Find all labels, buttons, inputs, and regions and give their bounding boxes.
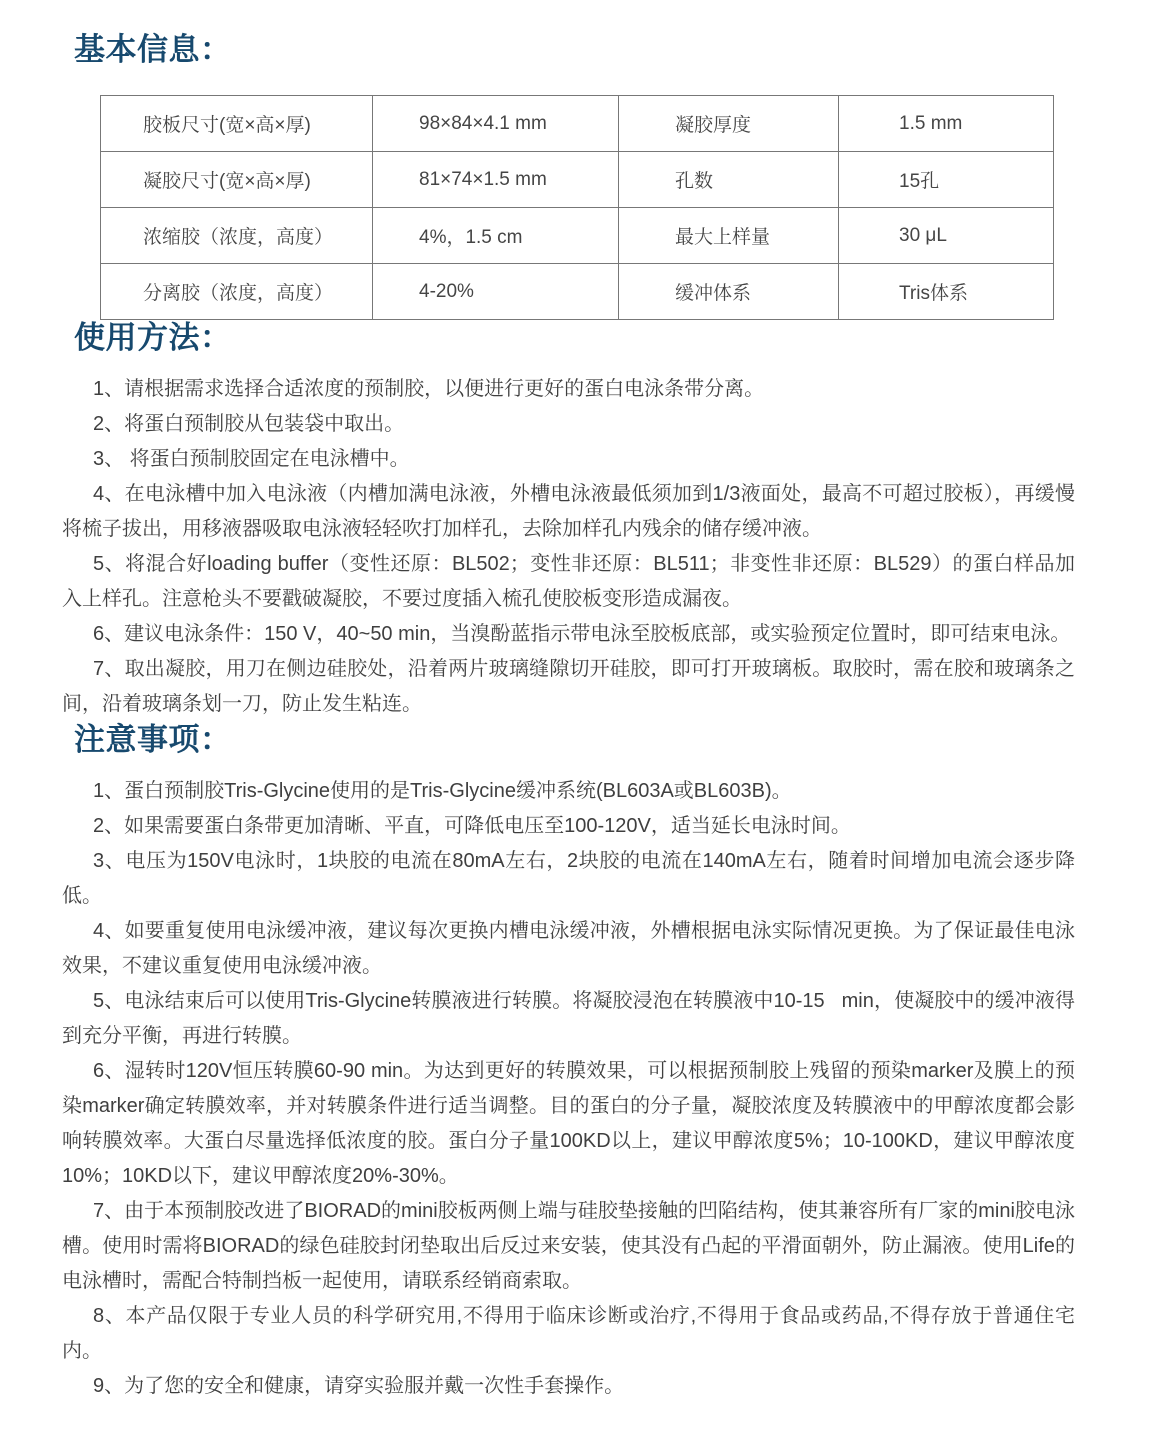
spec-value: 81×74×1.5 mm <box>373 152 619 208</box>
spec-label: 孔数 <box>619 152 839 208</box>
spec-label: 分离胶（浓度，高度） <box>101 264 373 320</box>
spec-label: 最大上样量 <box>619 208 839 264</box>
spec-label: 凝胶厚度 <box>619 96 839 152</box>
spec-value: Tris体系 <box>839 264 1054 320</box>
spec-label: 缓冲体系 <box>619 264 839 320</box>
basic-info-heading: 基本信息： <box>74 32 232 67</box>
notes-item: 6、湿转时120V恒压转膜60-90 min。为达到更好的转膜效果，可以根据预制胶上残留的预染marker及膜上的预染marker确定转膜效率，并对转膜条件进行适当调整。目的蛋白的分子量，凝胶浓度及转膜液中的甲醇浓度都会影响转膜效率。大蛋白尽量选择低浓度的胶。蛋白分子量100KD以上，建议甲醇浓度5%；10-100KD，建议甲醇浓度10%；10KD以下，建议甲醇浓度20%-30%。 <box>62 1060 1075 1187</box>
spec-label: 胶板尺寸(宽×高×厚) <box>101 96 373 152</box>
spec-value: 15孔 <box>839 152 1054 208</box>
usage-heading: 使用方法： <box>74 320 232 355</box>
spec-label: 浓缩胶（浓度，高度） <box>101 208 373 264</box>
notes-item: 9、为了您的安全和健康，请穿实验服并戴一次性手套操作。 <box>93 1375 625 1397</box>
notes-item: 1、蛋白预制胶Tris-Glycine使用的是Tris-Glycine缓冲系统(BL603A或BL603B)。 <box>93 780 792 802</box>
usage-item: 6、建议电泳条件：150 V，40~50 min，当溴酚蓝指示带电泳至胶板底部，或实验预定位置时，即可结束电泳。 <box>93 623 1071 645</box>
notes-item: 3、电压为150V电泳时，1块胶的电流在80mA左右，2块胶的电流在140mA左右，随着时间增加电流会逐步降低。 <box>62 850 1075 907</box>
usage-item: 7、取出凝胶，用刀在侧边硅胶处，沿着两片玻璃缝隙切开硅胶，即可打开玻璃板。取胶时，需在胶和玻璃条之间，沿着玻璃条划一刀，防止发生粘连。 <box>62 658 1075 715</box>
notes-list <box>62 774 1075 1404</box>
notes-item: 2、如果需要蛋白条带更加清晰、平直，可降低电压至100-120V，适当延长电泳时间。 <box>93 815 851 837</box>
usage-item: 4、在电泳槽中加入电泳液（内槽加满电泳液，外槽电泳液最低须加到1/3液面处，最高不可超过胶板），再缓慢将梳子拔出，用移液器吸取电泳液轻轻吹打加样孔，去除加样孔内残余的储存缓冲液。 <box>62 483 1075 540</box>
spec-value: 1.5 mm <box>839 96 1054 152</box>
usage-item: 1、请根据需求选择合适浓度的预制胶，以便进行更好的蛋白电泳条带分离。 <box>93 378 765 400</box>
spec-label: 凝胶尺寸(宽×高×厚) <box>101 152 373 208</box>
spec-value: 4%，1.5 cm <box>373 208 619 264</box>
notes-item: 5、电泳结束后可以使用Tris-Glycine转膜液进行转膜。将凝胶浸泡在转膜液中10-15 min，使凝胶中的缓冲液得到充分平衡，再进行转膜。 <box>62 990 1075 1047</box>
spec-value: 4-20% <box>373 264 619 320</box>
notes-item: 4、如要重复使用电泳缓冲液，建议每次更换内槽电泳缓冲液，外槽根据电泳实际情况更换。为了保证最佳电泳效果，不建议重复使用电泳缓冲液。 <box>62 920 1075 977</box>
table-row <box>101 96 1054 152</box>
usage-item: 5、将混合好loading buffer（变性还原：BL502；变性非还原：BL511；非变性非还原：BL529）的蛋白样品加入上样孔。注意枪头不要戳破凝胶，不要过度插入梳孔使胶板变形造成漏夜。 <box>62 553 1075 610</box>
usage-item: 2、将蛋白预制胶从包装袋中取出。 <box>93 413 405 435</box>
spec-value: 30 μL <box>839 208 1054 264</box>
notes-heading: 注意事项： <box>74 722 232 757</box>
table-row <box>101 264 1054 320</box>
table-row <box>101 208 1054 264</box>
table-row <box>101 152 1054 208</box>
basic-info-table <box>100 95 1054 320</box>
spec-value: 98×84×4.1 mm <box>373 96 619 152</box>
notes-item: 8、本产品仅限于专业人员的科学研究用,不得用于临床诊断或治疗,不得用于食品或药品,不得存放于普通住宅内。 <box>62 1305 1075 1362</box>
usage-list <box>62 372 1075 722</box>
notes-item: 7、由于本预制胶改进了BIORAD的mini胶板两侧上端与硅胶垫接触的凹陷结构，使其兼容所有厂家的mini胶电泳槽。使用时需将BIORAD的绿色硅胶封闭垫取出后反过来安装，使其没有凸起的平滑面朝外，防止漏液。使用Life的电泳槽时，需配合特制挡板一起使用，请联系经销商索取。 <box>62 1200 1075 1292</box>
usage-item: 3、 将蛋白预制胶固定在电泳槽中。 <box>93 448 410 470</box>
basic-info-table-body <box>101 96 1054 320</box>
